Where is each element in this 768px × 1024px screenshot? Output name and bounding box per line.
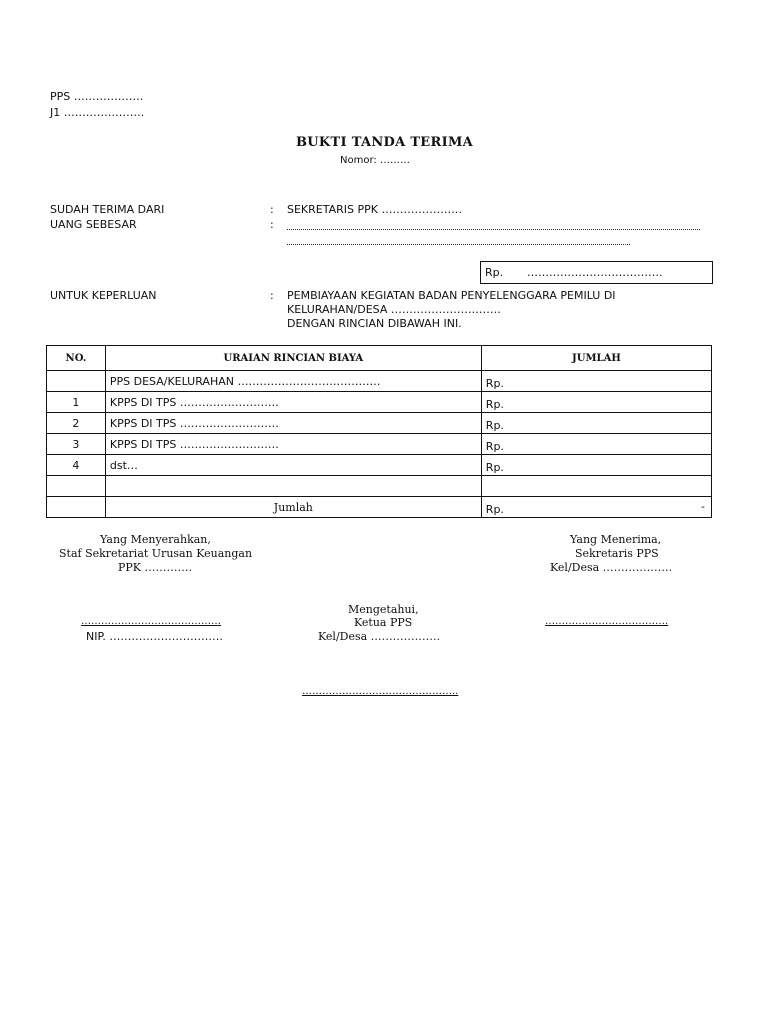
table-row: [47, 434, 712, 455]
amount-dots: ……………………………….: [527, 266, 663, 279]
row-uraian: KPPS DI TPS ………………………: [105, 392, 481, 413]
left-sig-ppk: PPK ………….: [118, 561, 193, 574]
table-row: [47, 413, 712, 434]
sudah-terima-colon: :: [270, 203, 274, 216]
total-value: -: [701, 500, 705, 513]
row-no: [47, 371, 106, 392]
uang-sebesar-colon: :: [270, 218, 274, 231]
keperluan-line-3: DENGAN RINCIAN DIBAWAH INI.: [287, 317, 462, 330]
center-sig-desa: Kel/Desa ……………….: [318, 630, 441, 643]
table-row: [47, 392, 712, 413]
row-jumlah: Rp.: [485, 377, 504, 390]
header-jumlah: JUMLAH: [481, 346, 711, 371]
left-sig-role: Staf Sekretariat Urusan Keuangan: [59, 547, 253, 560]
rincian-biaya-table: [46, 345, 712, 518]
uang-sebesar-label: UANG SEBESAR: [50, 218, 137, 231]
right-sig-desa: Kel/Desa ……………….: [550, 561, 673, 574]
row-uraian: KPPS DI TPS ………………………: [105, 413, 481, 434]
uang-sebesar-dotted-line-2: [287, 235, 630, 245]
row-no: 4: [47, 455, 106, 476]
left-sig-title: Yang Menyerahkan,: [100, 533, 211, 546]
row-jumlah: Rp.: [485, 398, 504, 411]
right-signature-line: ……………………………….: [545, 616, 669, 627]
row-uraian: KPPS DI TPS ………………………: [105, 434, 481, 455]
amount-rp-label: Rp.: [485, 266, 504, 279]
right-sig-role: Sekretaris PPS: [575, 547, 659, 560]
row-no: 3: [47, 434, 106, 455]
row-no: 2: [47, 413, 106, 434]
row-uraian: PPS DESA/KELURAHAN …………………………………: [105, 371, 481, 392]
left-sig-nip: NIP. ………………………….: [86, 630, 223, 643]
row-jumlah: Rp.: [485, 461, 504, 474]
keperluan-line-1: PEMBIAYAAN KEGIATAN BADAN PENYELENGGARA PEMILU DI: [287, 289, 616, 302]
table-header-row: [47, 346, 712, 371]
keperluan-line-2: KELURAHAN/DESA …………………………: [287, 303, 501, 316]
uang-sebesar-dotted-line-1: [287, 220, 700, 230]
table-row: [47, 371, 712, 392]
total-rp: Rp.: [485, 503, 504, 516]
center-signature-line: ………………………………………..: [302, 686, 459, 697]
untuk-keperluan-label: UNTUK KEPERLUAN: [50, 289, 157, 302]
row-jumlah: [481, 476, 711, 497]
total-label: Jumlah: [273, 500, 313, 514]
left-signature-line: ……………………………………: [81, 616, 221, 627]
header-no: NO.: [47, 346, 106, 371]
row-no: 1: [47, 392, 106, 413]
row-uraian: [105, 476, 481, 497]
table-row: [47, 476, 712, 497]
right-sig-title: Yang Menerima,: [570, 533, 662, 546]
untuk-keperluan-colon: :: [270, 289, 274, 302]
header-uraian: URAIAN RINCIAN BIAYA: [105, 346, 481, 371]
row-jumlah: Rp.: [485, 419, 504, 432]
table-row: [47, 455, 712, 476]
sudah-terima-label: SUDAH TERIMA DARI: [50, 203, 165, 216]
document-title: BUKTI TANDA TERIMA: [296, 135, 474, 150]
sudah-terima-value: SEKRETARIS PPK ………………….: [287, 203, 462, 216]
table-total-row: [47, 497, 712, 518]
center-sig-title: Mengetahui,: [348, 603, 419, 616]
row-no: [47, 476, 106, 497]
row-jumlah: Rp.: [485, 440, 504, 453]
row-uraian: dst…: [105, 455, 481, 476]
j1-header-line: J1 ………………….: [50, 106, 145, 119]
pps-header-line: PPS ……………….: [50, 90, 144, 103]
nomor-line: Nomor: ………: [340, 155, 410, 166]
amount-box: [480, 261, 713, 284]
center-sig-role: Ketua PPS: [354, 616, 413, 629]
